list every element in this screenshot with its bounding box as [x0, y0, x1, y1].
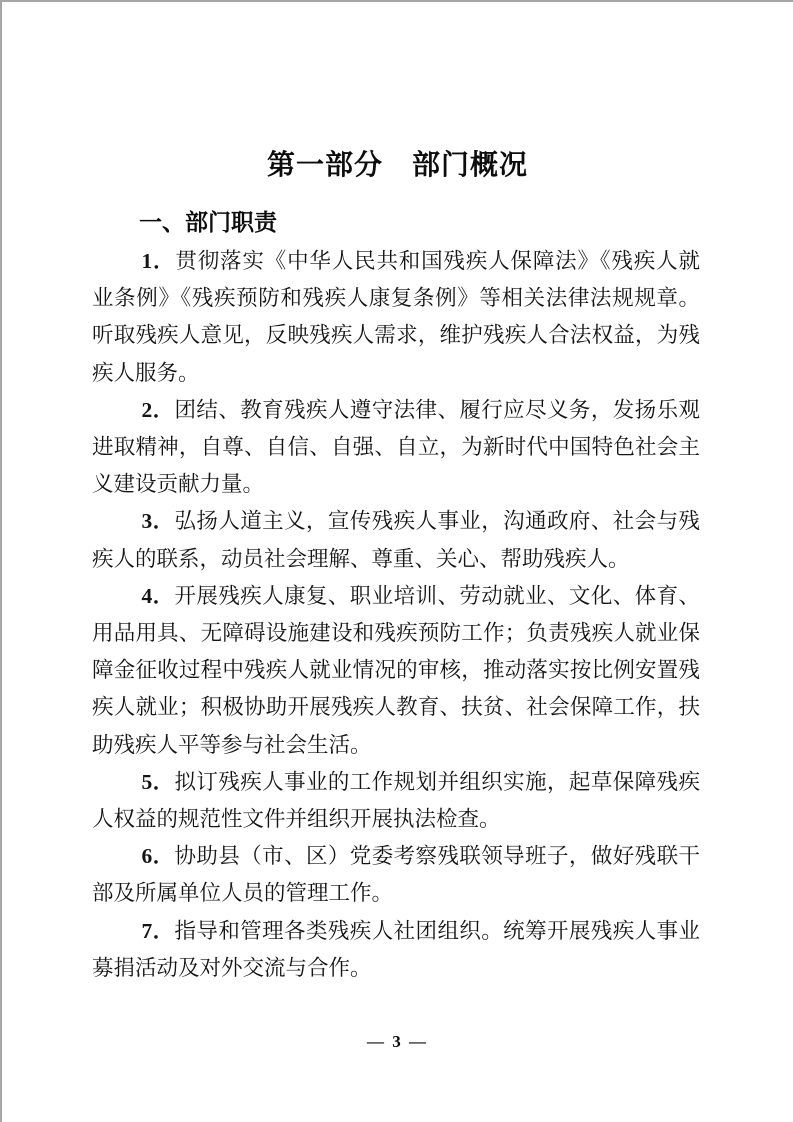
paragraph-1 [92, 243, 700, 392]
paragraph-1-text: 贯彻落实《中华人民共和国残疾人保障法》《残疾人就业条例》《残疾预防和残疾人康复条例》等相关法律法规规章。听取残疾人意见，反映残疾人需求，维护残疾人合法权益，为残疾人服务。 [92, 249, 700, 385]
paragraph-3 [92, 503, 700, 577]
paragraph-4-number: 4． [141, 583, 175, 608]
paragraph-4-text: 开展残疾人康复、职业培训、劳动就业、文化、体育、用品用具、无障碍设施建设和残疾预防工作；负责残疾人就业保障金征收过程中残疾人就业情况的审核，推动落实按比例安置残疾人就业；积极协助开展残疾人教育、扶贫、社会保障工作，扶助残疾人平等参与社会生活。 [92, 583, 700, 757]
paragraph-7-number: 7． [141, 918, 175, 943]
paragraph-4 [92, 578, 700, 764]
paragraph-6 [92, 838, 700, 912]
paragraph-5-text: 拟订残疾人事业的工作规划并组织实施，起草保障残疾人权益的规范性文件并组织开展执法检查。 [92, 769, 700, 832]
document-title: 第一部分 部门概况 [266, 149, 528, 180]
paragraph-6-text: 协助县（市、区）党委考察残联领导班子，做好残联干部及所属单位人员的管理工作。 [92, 844, 700, 906]
paragraph-7 [92, 913, 700, 987]
paragraph-6-number: 6． [141, 844, 175, 869]
paragraph-1-number: 1． [141, 249, 176, 273]
paragraph-2-text: 团结、教育残疾人遵守法律、履行应尽义务，发扬乐观进取精神，自尊、自信、自强、自立，为新时代中国特色社会主义建设贡献力量。 [92, 397, 700, 497]
section-heading: 一、部门职责 [139, 209, 277, 235]
paragraph-3-text: 弘扬人道主义，宣传残疾人事业，沟通政府、社会与残疾人的联系，动员社会理解、尊重、关心、帮助残疾人。 [92, 509, 700, 571]
paragraph-5 [92, 764, 700, 838]
document-body [92, 243, 700, 987]
page-number: — 3 — [367, 1032, 428, 1051]
paragraph-2 [92, 392, 700, 504]
paragraph-3-number: 3． [141, 509, 175, 534]
paragraph-7-text: 指导和管理各类残疾人社团组织。统筹开展残疾人事业募捐活动及对外交流与合作。 [92, 918, 700, 980]
paragraph-5-number: 5． [141, 769, 175, 794]
paragraph-2-number: 2． [141, 397, 175, 422]
